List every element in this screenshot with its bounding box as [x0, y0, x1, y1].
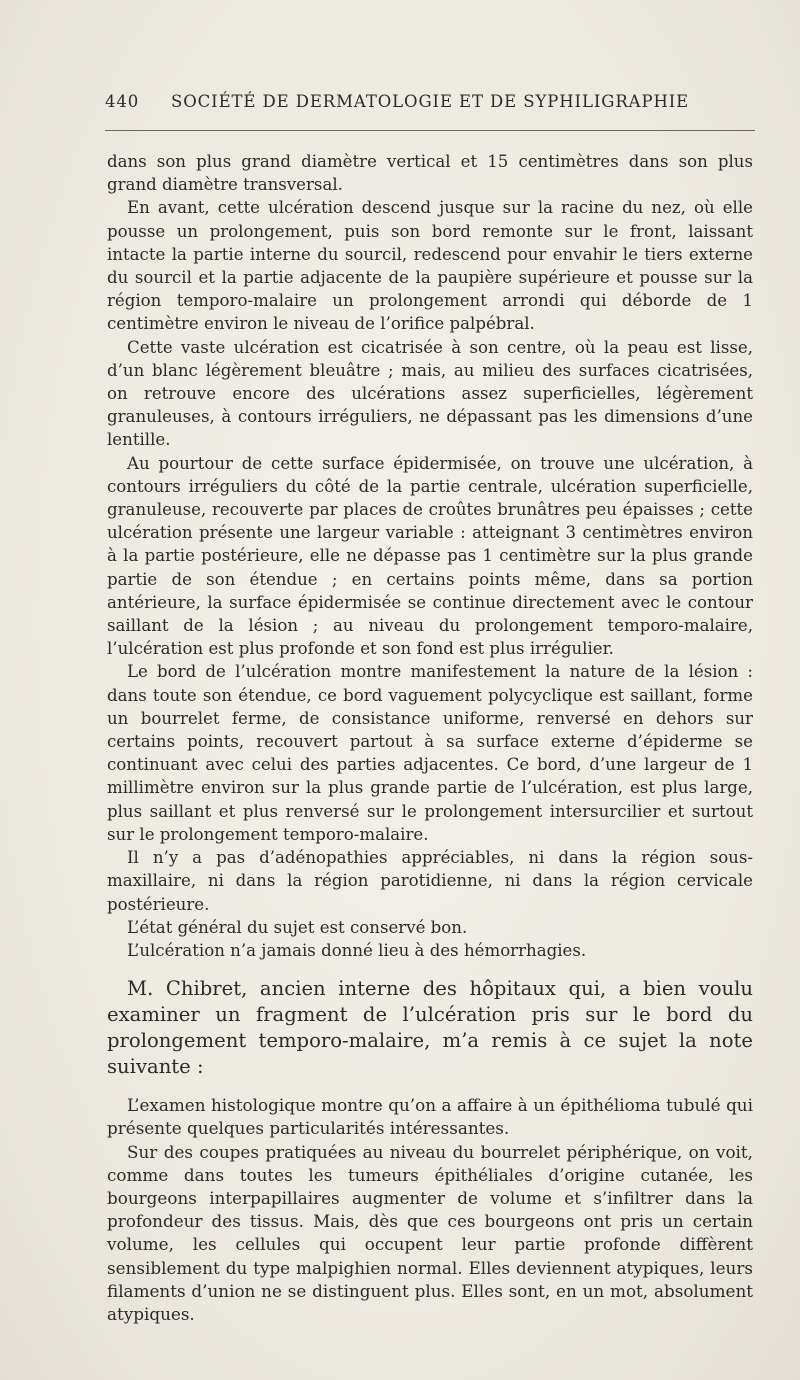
note-paragraph: Sur des coupes pratiquées au niveau du bourrelet périphérique, on voit, comme dans toutes les tumeurs épithéliales d’origine cutanée, les bourgeons interpapillaires augmenter de volume et s’infiltrer dans la profondeur des tissus. Mais, dès que ces bourgeons ont pris un certain volume, les cellules qui occupent leur partie profonde diffèrent sensiblement du type malpighien normal. Elles deviennent atypiques, leurs filaments d’union ne se distinguent plus. Elles sont, en un mot, absolument atypiques.: [107, 1141, 753, 1324]
paragraph: Au pourtour de cette surface épidermisée, on trouve une ulcération, à contours irréguliers du côté de la partie centrale, ulcération superficielle, granuleuse, recouverte par places de croûtes brunâtres peu épaisses ; cette ulcération présente une largeur variable : atteignant 3 centimètres environ à la partie postérieure, elle ne dépasse pas 1 centimètre sur la plus grande partie de son étendue ; en certains points même, dans sa portion antérieure, la surface épidermisée se continue directement avec le contour saillant de la lésion ; au niveau du prolongement temporo-malaire, l’ulcération est plus profonde et son fond est plus irrégulier.: [107, 453, 753, 659]
page-body: [107, 150, 753, 1326]
paragraph: L’ulcération n’a jamais donné lieu à des hémorrhagies.: [127, 940, 587, 960]
paragraph: Le bord de l’ulcération montre manifestement la nature de la lésion : dans toute son étendue, ce bord vaguement polycyclique est saillant, forme un bourrelet ferme, de consistance uniforme, renversé en dehors sur certains points, recouvert partout à sa surface externe d’épiderme se continuant avec celui des parties adjacentes. Ce bord, d’une largeur de 1 millimètre environ sur la plus grande partie de l’ulcération, est plus large, plus saillant et plus renversé sur le prolongement intersurcilier et surtout sur le prolongement temporo-malaire.: [107, 662, 753, 844]
page-number: 440: [105, 92, 140, 111]
paragraph: Cette vaste ulcération est cicatrisée à son centre, où la peau est lisse, d’un blanc légèrement bleuâtre ; mais, au milieu des surfaces cicatrisées, on retrouve encore des ulcérations assez superficielles, légèrement granuleuses, à contours irréguliers, ne dépassant pas les dimensions d’une lentille.: [107, 337, 753, 450]
paragraph: L’état général du sujet est conservé bon.: [127, 917, 468, 937]
running-title: SOCIÉTÉ DE DERMATOLOGIE ET DE SYPHILIGRAPHIE: [171, 92, 690, 111]
note-introduction: M. Chibret, ancien interne des hôpitaux qui, a bien voulu examiner un fragment de l’ulcération pris sur le bord du prolongement temporo-malaire, m’a remis à ce sujet la note suivante :: [107, 977, 753, 1079]
header-rule: [105, 130, 755, 131]
paragraph: Il n’y a pas d’adénopathies appréciables, ni dans la région sous-maxillaire, ni dans la région parotidienne, ni dans la région cervicale postérieure.: [107, 848, 753, 914]
note-paragraph: L’examen histologique montre qu’on a affaire à un épithélioma tubulé qui présente quelques particularités intéressantes.: [107, 1095, 753, 1139]
paragraph: En avant, cette ulcération descend jusque sur la racine du nez, où elle pousse un prolongement, puis son bord remonte sur le front, laissant intacte la partie interne du sourcil, redescend pour envahir le tiers externe du sourcil et la partie adjacente de la paupière supérieure et pousse sur la région temporo-malaire un prolongement arrondi qui déborde de 1 centimètre environ le niveau de l’orifice palpébral.: [107, 198, 753, 334]
paragraph: dans son plus grand diamètre vertical et 15 centimètres dans son plus grand diamètre transversal.: [107, 152, 753, 195]
